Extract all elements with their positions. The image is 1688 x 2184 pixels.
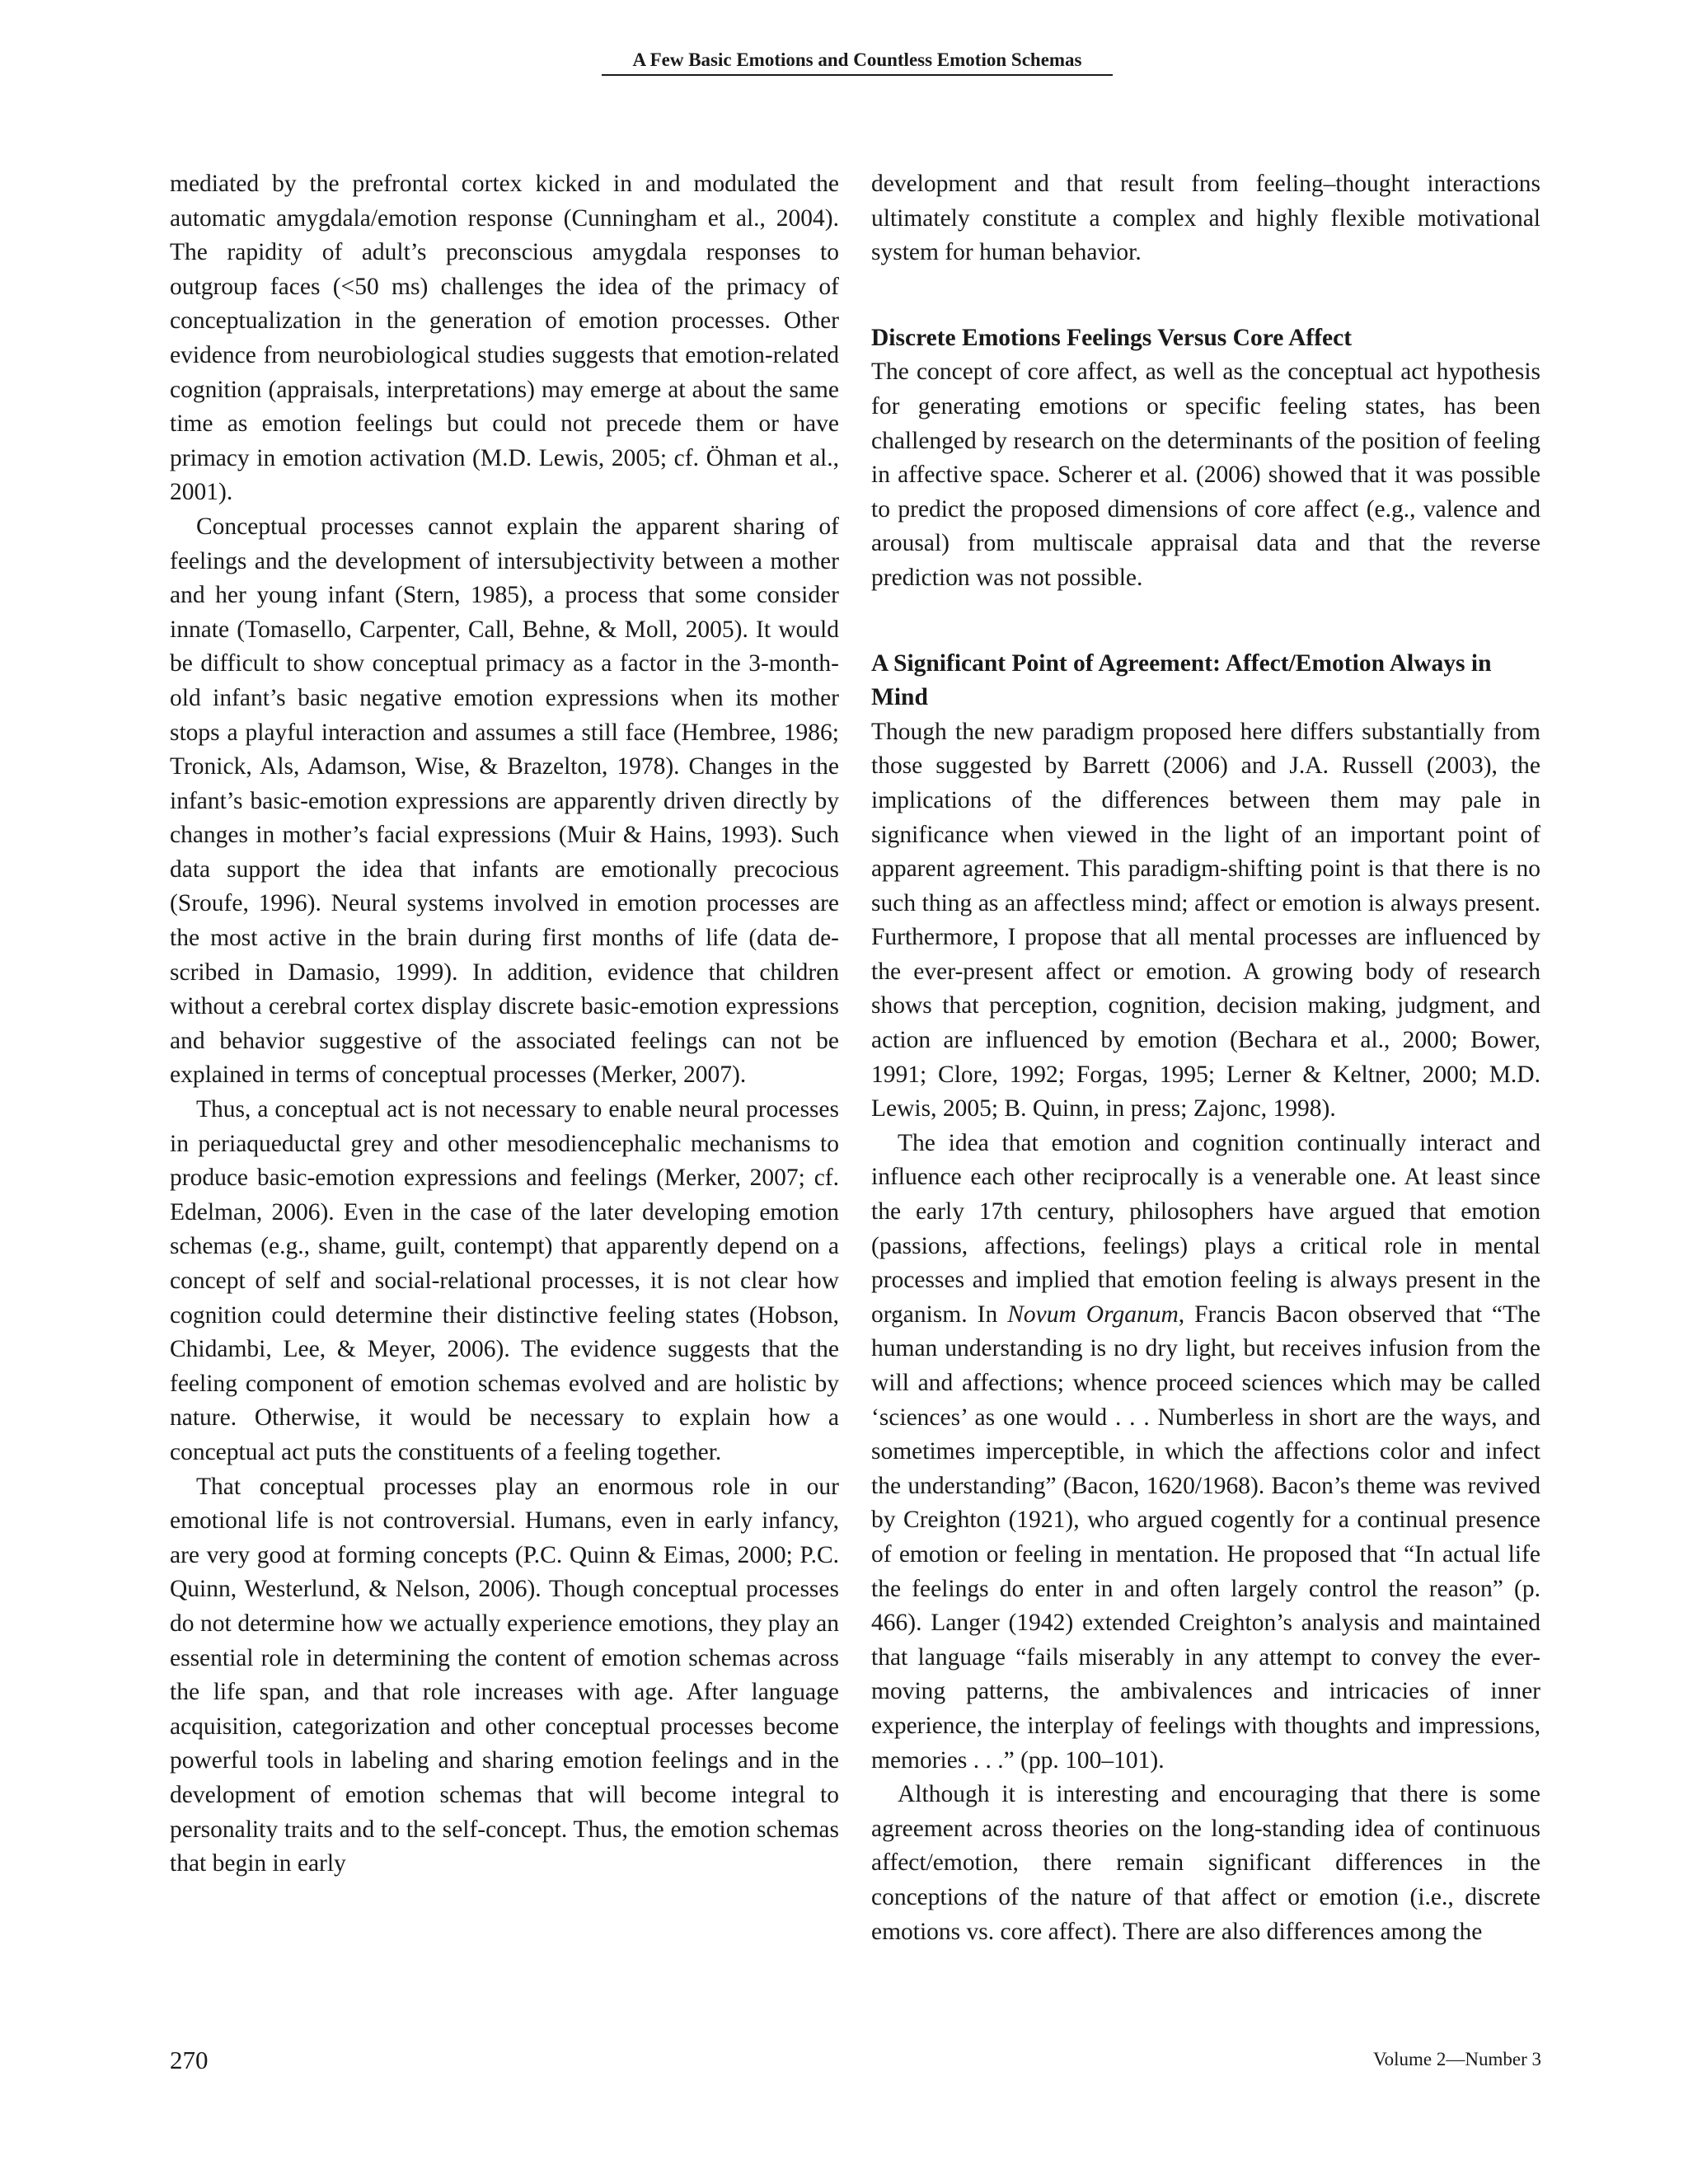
right-column xyxy=(871,167,1540,1949)
volume-info: Volume 2—Number 3 xyxy=(1372,2049,1541,2069)
paragraph: Conceptual processes cannot explain the apparent sharing of feelings and the development of intersubjectivity between a mother and her young infant (Stern, 1985), a process that some consider innate (Tomasello, Carpenter, Call, Behne, & Moll, 2005). It would be difficult to show conceptual primacy as a factor in the 3-month-old infant’s basic negative emotion expressions when its mother stops a playful interaction and assumes a still face (Hembree, 1986; Tronick, Als, Adamson, Wise, & Brazelton, 1978). Changes in the infant’s basic-emotion expressions are apparently driven directly by changes in mother’s facial expressions (Muir & Hains, 1993). Such data support the idea that infants are emotionally precocious (Sroufe, 1996). Neural systems involved in emotion processes are the most active in the brain during first months of life (data described in Damasio, 1999). In addition, evidence that children without a cerebral cortex display discrete basic-emotion expressions and behavior suggestive of the associated feelings can not be explained in terms of conceptual processes (Merker, 2007). xyxy=(170,513,839,1089)
paragraph: mediated by the prefrontal cortex kicked in and modulated the automatic amygdala/emotion response (Cunningham et al., 2004). The rapidity of adult’s preconscious amygdala responses to outgroup faces (<50 ms) challenges the idea of the primacy of conceptualization in the generation of emotion processes. Other evidence from neurobiological studies suggests that emotion-related cognition (appraisals, interpretations) may emerge at about the same time as emotion feelings but could not precede them or have primacy in emotion activation (M.D. Lewis, 2005; cf. Öhman et al., 2001). xyxy=(170,171,839,506)
text-run: The idea that emotion and cognition continually interact and influence each other reciprocally is a venerable one. At least since the early 17th century, philosophers have argued that emotion (passions, affections, feelings) plays a critical role in mental processes and implied that emotion feeling is always present in the organism. In xyxy=(871,1129,1540,1328)
paragraph: Although it is interesting and encouraging that there is some agreement across theories on the long-standing idea of continuous affect/emotion, there remain significant differences in the conceptions of the nature of that affect or emotion (i.e., discrete emotions vs. core affect). There are also differences among the xyxy=(871,1781,1540,1945)
paragraph: development and that result from feeling–thought interactions ultimately constitute a complex and highly flexible motivational system for human behavior. xyxy=(871,171,1540,266)
paragraph: The concept of core affect, as well as the conceptual act hypothesis for generating emotions or specific feeling states, has been challenged by research on the determinants of the position of feeling in affective space. Scherer et al. (2006) showed that it was possible to predict the proposed dimensions of core affect (e.g., valence and arousal) from multiscale appraisal data and that the reverse prediction was not possible. xyxy=(871,359,1540,591)
section-heading-point-of-agreement: A Significant Point of Agreement: Affect/Emotion Always in Mind xyxy=(871,649,1492,711)
book-title-italic: Novum Organum xyxy=(1007,1301,1179,1328)
section-gap xyxy=(871,270,1540,321)
paragraph xyxy=(871,1127,1540,1778)
text-run: , Francis Bacon observed that “The human understanding is no dry light, but receives infusion from the will and affections; whence proceed sciences which may be called ‘sciences’ as one would . . . Numberless in short are the ways, and sometimes imperceptible, in which the affections color and infect the understanding” (Bacon, 1620/1968). Bacon’s theme was revived by Creighton (1921), who argued cogently for a continual presence of emotion or feeling in mentation. He proposed that “In actual life the feelings do enter in and often largely control the reason” (p. 466). Langer (1942) extended Creighton’s analysis and maintained that language “fails miserably in any attempt to convey the ever-moving patterns, the ambivalences and intricacies of inner experience, the interplay of feelings with thoughts and impressions, memories . . .” (pp. 100–101). xyxy=(871,1301,1540,1774)
section-heading-core-affect: Discrete Emotions Feelings Versus Core Affect xyxy=(871,324,1353,351)
paragraph: That conceptual processes play an enormous role in our emotional life is not controversial. Humans, even in early infancy, are very good at forming concepts (P.C. Quinn & Eimas, 2000; P.C. Quinn, Westerlund, & Nelson, 2006). Though conceptual processes do not determine how we actually experience emotions, they play an essential role in determining the content of emotion schemas across the life span, and that role increases with age. After language acquisition, categorization and other conceptual processes become powerful tools in labeling and sharing emotion feelings and in the development of emotion schemas that will become integral to personality traits and to the self-concept. Thus, the emotion schemas that begin in early xyxy=(170,1473,839,1877)
running-head-title: A Few Basic Emotions and Countless Emotion Schemas xyxy=(602,49,1113,76)
left-column xyxy=(170,167,839,1882)
paragraph: Though the new paradigm proposed here differs substantially from those suggested by Barrett (2006) and J.A. Russell (2003), the implications of the differences between them may pale in significance when viewed in the light of an important point of apparent agreement. This paradigm-shifting point is that there is no such thing as an affectless mind; affect or emotion is always present. Furthermore, I propose that all mental processes are influenced by the ever-present affect or emotion. A growing body of research shows that perception, cognition, decision making, judgment, and action are influenced by emotion (Bechara et al., 2000; Bower, 1991; Clore, 1992; Forgas, 1995; Lerner & Keltner, 2000; M.D. Lewis, 2005; B. Quinn, in press; Zajonc, 1998). xyxy=(871,718,1540,1122)
page-number: 270 xyxy=(170,2046,209,2074)
section-gap xyxy=(871,596,1540,647)
paragraph: Thus, a conceptual act is not necessary to enable neural processes in periaqueductal grey and other mesodiencephalic mechanisms to produce basic-emotion expressions and feelings (Merker, 2007; cf. Edelman, 2006). Even in the case of the later developing emotion schemas (e.g., shame, guilt, contempt) that apparently depend on a concept of self and social-relational processes, it is not clear how cognition could determine their distinctive feeling states (Hobson, Chidambi, Lee, & Meyer, 2006). The evidence suggests that the feeling component of emotion schemas evolved and are holistic by nature. Otherwise, it would be necessary to explain how a conceptual act puts the constituents of a feeling together. xyxy=(170,1096,839,1465)
